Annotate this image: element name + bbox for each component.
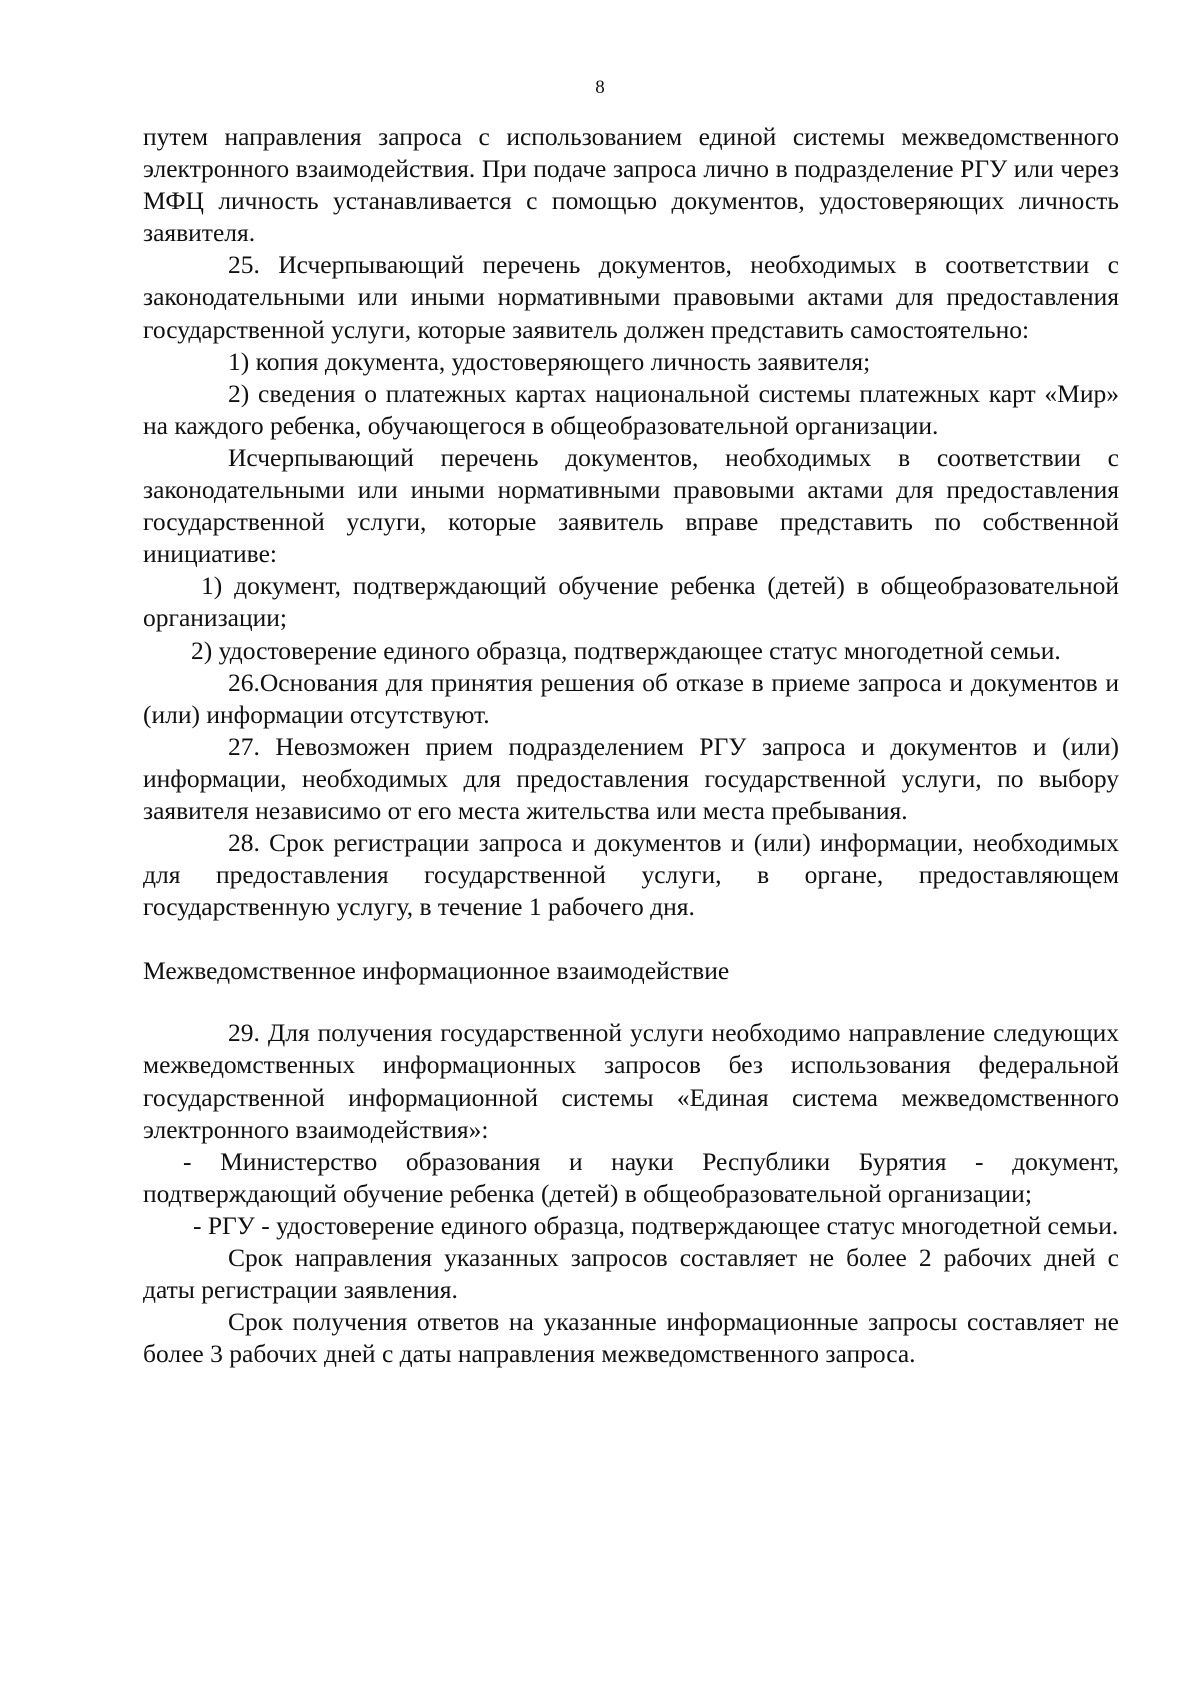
paragraph-optional-documents: Исчерпывающий перечень документов, необходимых в соответствии с законодательными или иными нормативными правовыми актами для предоставления государственной услуги, которые заявитель вправе представить по собственной инициативе: xyxy=(143,442,1119,569)
paragraph-optional-item-2: 2) удостоверение единого образца, подтверждающее статус многодетной семьи. xyxy=(191,635,1061,665)
paragraph-item-29: 29. Для получения государственной услуги необходимо направление следующих межведомственных информационных запросов без использования федеральной государственной информационной системы «Единая система межведомственного электронного взаимодействия»: xyxy=(143,1018,1119,1144)
page-number: 8 xyxy=(595,77,605,98)
paragraph-item-26: 26.Основания для принятия решения об отказе в приеме запроса и документов и (или) информации отсутствуют. xyxy=(143,667,1119,729)
paragraph-item-25: 25. Исчерпывающий перечень документов, необходимых в соответствии с законодательными или иными нормативными правовыми актами для предоставления государственной услуги, которые заявитель должен представить самостоятельно: xyxy=(143,250,1119,344)
document-body xyxy=(143,121,1119,1370)
paragraph-optional-item-1: 1) документ, подтверждающий обучение ребенка (детей) в общеобразовательной организации; xyxy=(143,571,1119,633)
paragraph-list-item-1: 1) копия документа, удостоверяющего личность заявителя; xyxy=(228,346,871,376)
paragraph-request-deadline: Срок направления указанных запросов составляет не более 2 рабочих дней с даты регистрации заявления. xyxy=(143,1243,1119,1305)
paragraph-list-item-2: 2) сведения о платежных картах национальной системы платежных карт «Мир» на каждого ребенка, обучающегося в общеобразовательной организации. xyxy=(143,378,1119,440)
paragraph-continuation: путем направления запроса с использованием единой системы межведомственного электронного взаимодействия. При подаче запроса лично в подразделение РГУ или через МФЦ личность устанавливается с помощью документов, удостоверяющих личность заявителя. xyxy=(143,122,1119,248)
paragraph-dash-ministry: - Министерство образования и науки Республики Бурятия - документ, подтверждающий обучение ребенка (детей) в общеобразовательной организации; xyxy=(143,1146,1119,1208)
paragraph-response-deadline: Срок получения ответов на указанные информационные запросы составляет не более 3 рабочих дней с даты направления межведомственного запроса. xyxy=(143,1307,1119,1369)
paragraph-dash-rgu: - РГУ - удостоверение единого образца, подтверждающее статус многодетной семьи. xyxy=(193,1210,1119,1240)
paragraph-item-27: 27. Невозможен прием подразделением РГУ запроса и документов и (или) информации, необходимых для предоставления государственной услуги, по выбору заявителя независимо от его места жительства или места пребывания. xyxy=(143,731,1119,825)
paragraph-item-28: 28. Срок регистрации запроса и документов и (или) информации, необходимых для предоставления государственной услуги, в органе, предоставляющем государственную услугу, в течение 1 рабочего дня. xyxy=(143,828,1119,922)
section-heading: Межведомственное информационное взаимодействие xyxy=(143,956,730,986)
